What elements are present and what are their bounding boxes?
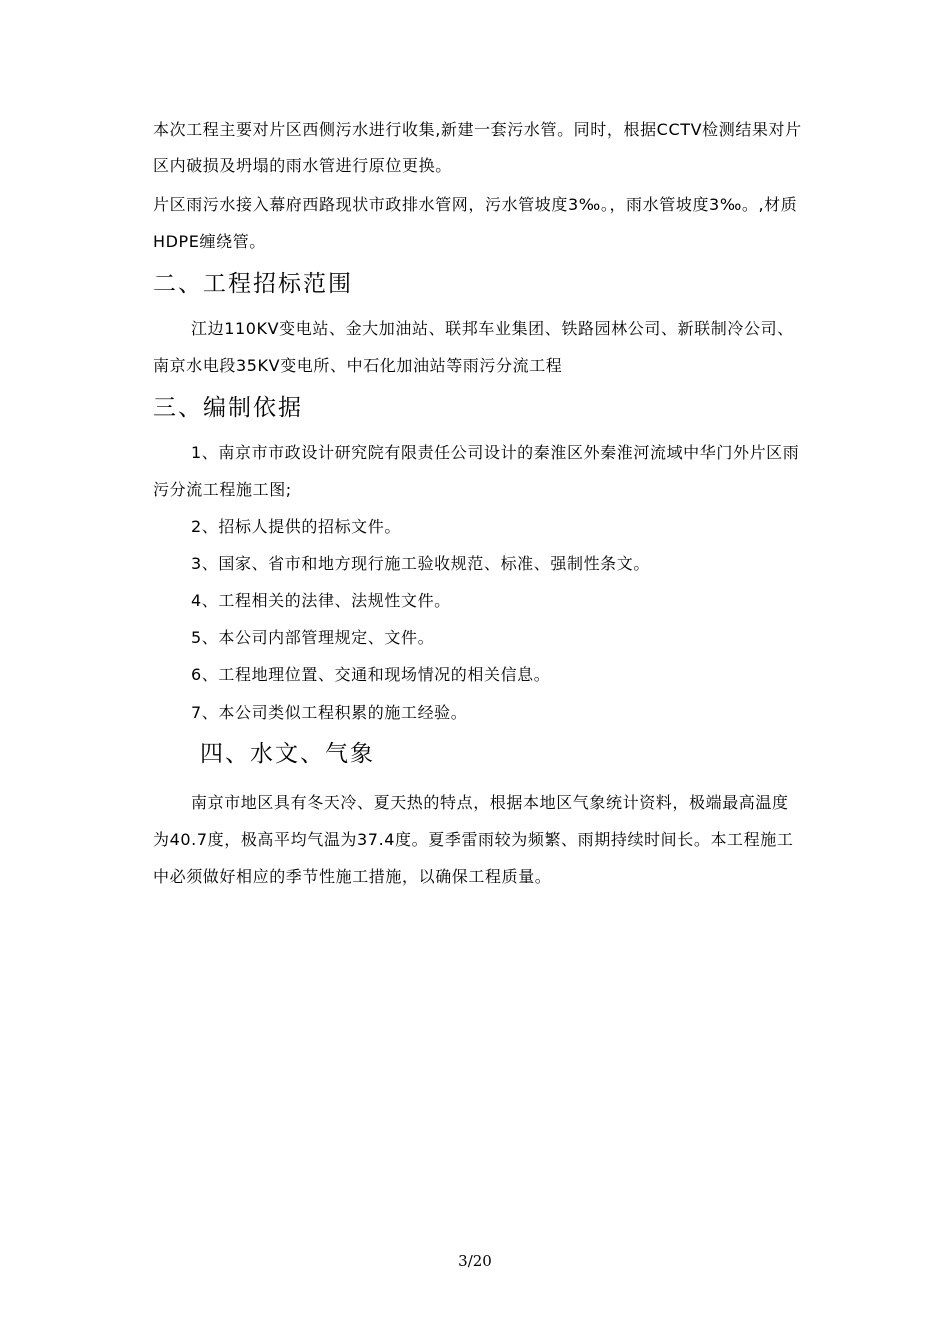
section-heading-bid-scope: 二、工程招标范围 xyxy=(153,271,353,297)
section-heading-basis: 三、编制依据 xyxy=(153,395,303,421)
hydrology-line-2: 为40.7度，极高平均气温为37.4度。夏季雷雨较为频繁、雨期持续时间长。本工程施工 xyxy=(153,830,794,849)
intro-paragraph-2-line-2: HDPE缠绕管。 xyxy=(153,232,266,251)
basis-item-4: 4、工程相关的法律、法规性文件。 xyxy=(191,591,451,610)
basis-item-3: 3、国家、省市和地方现行施工验收规范、标准、强制性条文。 xyxy=(191,554,650,573)
bid-scope-line-2: 南京水电段35KV变电所、中石化加油站等雨污分流工程 xyxy=(153,356,563,375)
basis-item-1-line-2: 污分流工程施工图; xyxy=(153,480,292,499)
intro-paragraph-1-line-1: 本次工程主要对片区西侧污水进行收集,新建一套污水管。同时，根据CCTV检测结果对片 xyxy=(153,120,802,139)
intro-paragraph-2-line-1: 片区雨污水接入幕府西路现状市政排水管网，污水管坡度3‰。，雨水管坡度3‰。,材质 xyxy=(153,195,798,214)
basis-item-6: 6、工程地理位置、交通和现场情况的相关信息。 xyxy=(191,665,551,684)
basis-item-1-line-1: 1、南京市市政设计研究院有限责任公司设计的秦淮区外秦淮河流域中华门外片区雨 xyxy=(191,443,800,462)
bid-scope-line-1: 江边110KV变电站、金大加油站、联邦车业集团、铁路园林公司、新联制冷公司、 xyxy=(191,319,794,338)
hydrology-line-1: 南京市地区具有冬天冷、夏天热的特点，根据本地区气象统计资料，极端最高温度 xyxy=(191,793,789,812)
basis-item-2: 2、招标人提供的招标文件。 xyxy=(191,517,401,536)
section-heading-hydrology-weather: 四、水文、气象 xyxy=(200,741,375,767)
hydrology-line-3: 中必须做好相应的季节性施工措施，以确保工程质量。 xyxy=(153,867,552,886)
page-number: 3/20 xyxy=(458,1252,492,1270)
basis-item-7: 7、本公司类似工程积累的施工经验。 xyxy=(191,703,468,722)
basis-item-5: 5、本公司内部管理规定、文件。 xyxy=(191,628,435,647)
intro-paragraph-1-line-2: 区内破损及坍塌的雨水管进行原位更换。 xyxy=(153,156,452,175)
